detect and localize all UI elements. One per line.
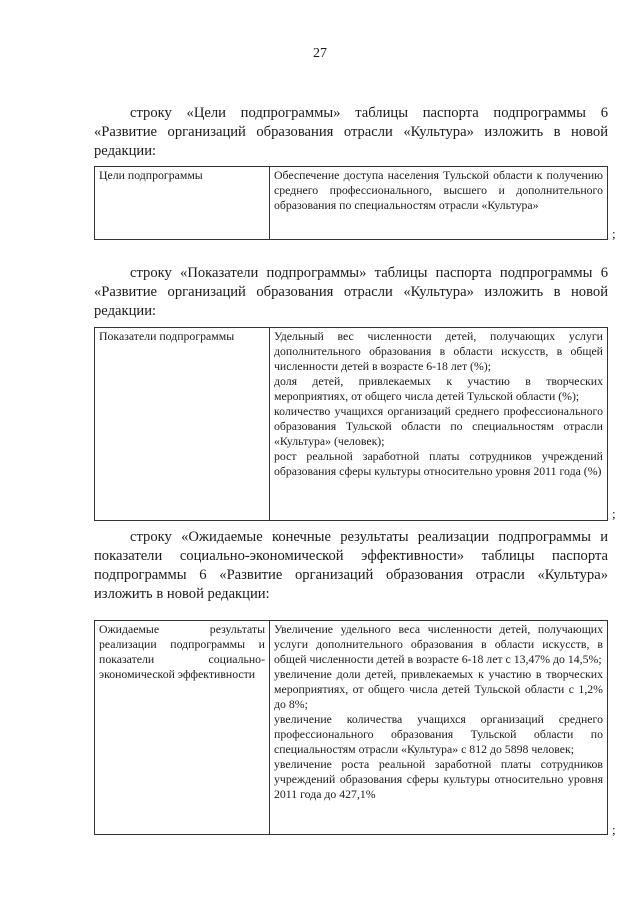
section-2-intro: строку «Показатели подпрограммы» таблицы паспорта подпрограммы 6 «Развитие организаций образования отрасли «Культура» изложить в новой редакции: [94, 265, 608, 319]
section-2-right-cell [270, 328, 608, 521]
section-3-right-cell [270, 621, 608, 835]
section-1-table [94, 166, 608, 240]
section-3-table [94, 620, 608, 835]
section-3-item: увеличение роста реальной заработной платы сотрудников учреждений образования сферы культуры относительно уровня 2011 года до 427,1% [274, 757, 603, 801]
section-2-item: количество учащихся организаций среднего профессионального образования Тульской области по специальностям отрасли «Культура» (человек); [274, 404, 603, 448]
section-2-left-cell: Показатели подпрограммы [95, 328, 270, 521]
page-number: 27 [313, 46, 327, 61]
section-1-left-cell: Цели подпрограммы [95, 167, 270, 240]
section-2-table [94, 327, 608, 521]
section-1-right-cell [270, 167, 608, 240]
section-3-item: увеличение доли детей, привлекаемых к участию в творческих мероприятиях, от общего числа детей Тульской области с 1,2% до 8%; [274, 667, 603, 711]
section-2-item: рост реальной заработной платы сотрудников учреждений образования сферы культуры относительно уровня 2011 года (%) [274, 449, 603, 478]
section-2-semicolon: ; [612, 506, 616, 521]
section-2-item: доля детей, привлекаемых к участию в творческих мероприятиях, от общего числа детей Тульской области (%); [274, 374, 603, 403]
section-3-item: увеличение количества учащихся организаций среднего профессионального образования Тульской области по специальностям отрасли «Культура» с 812 до 5898 человек; [274, 712, 603, 756]
section-3-left-cell: Ожидаемые результаты реализации подпрограммы и показатели социально-экономической эффективности [95, 621, 270, 835]
section-2-item: Удельный вес численности детей, получающих услуги дополнительного образования в области искусств, в общей численности детей в возрасте 6-18 лет (%); [274, 329, 603, 373]
section-1-semicolon: ; [612, 226, 616, 241]
section-1-intro: строку «Цели подпрограммы» таблицы паспорта подпрограммы 6 «Развитие организаций образования отрасли «Культура» изложить в новой редакции: [94, 105, 608, 159]
section-3-intro: строку «Ожидаемые конечные результаты реализации подпрограммы и показатели социально-экономической эффективности» таблицы паспорта подпрограммы 6 «Развитие организаций образования отрасли «Культура» изложить в новой редакции: [94, 529, 608, 602]
section-3-item: Увеличение удельного веса численности детей, получающих услуги дополнительного образования в области искусств, в общей численности детей в возрасте 6-18 лет с 13,47% до 14,5%; [274, 622, 603, 666]
section-3-semicolon: ; [612, 822, 616, 837]
section-1-item: Обеспечение доступа населения Тульской области к получению среднего профессионального, высшего и дополнительного образования по специальностям отрасли «Культура» [274, 168, 603, 212]
